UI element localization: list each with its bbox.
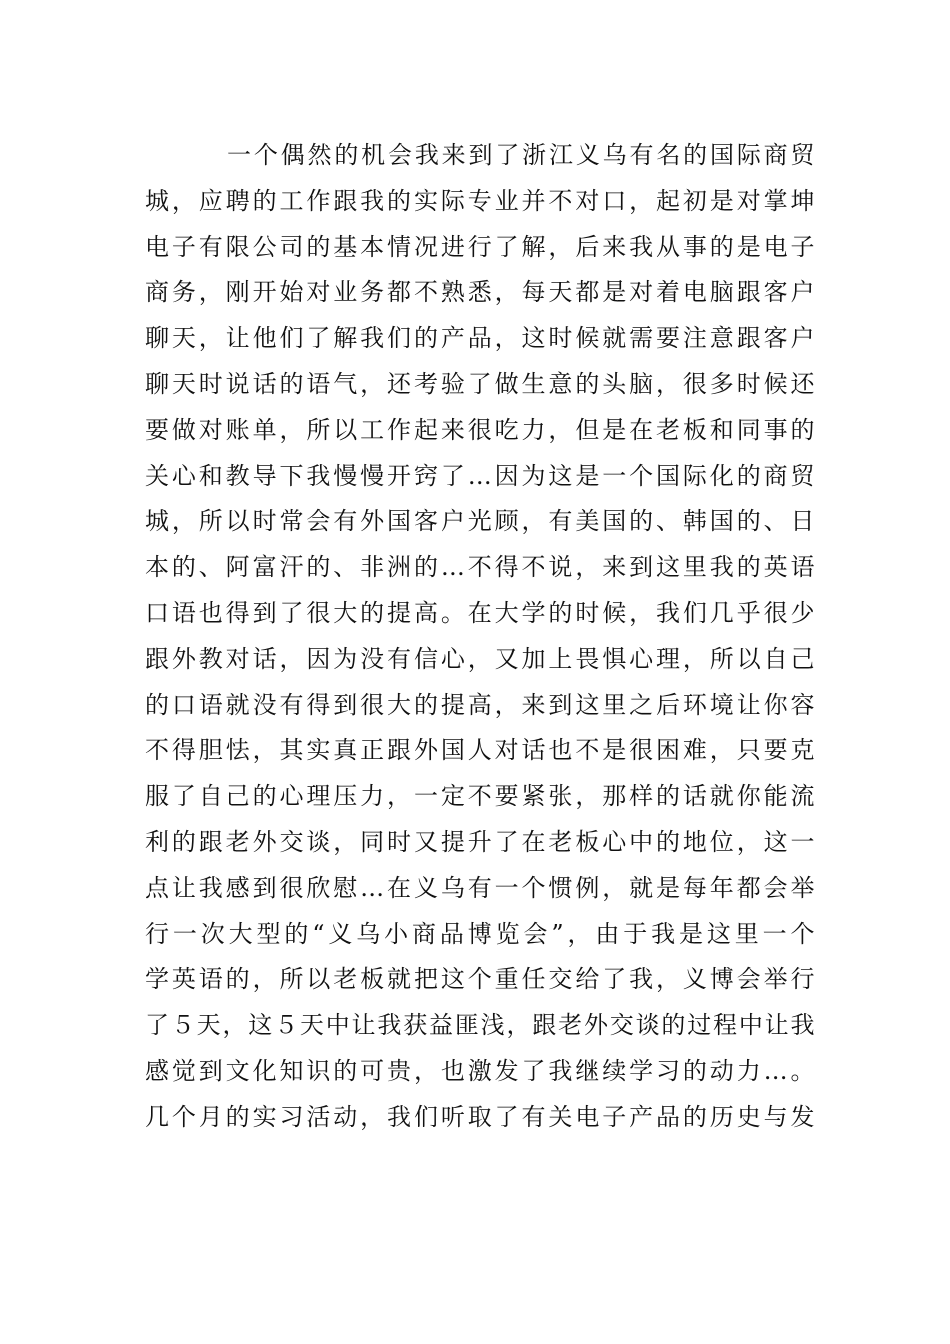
text-line: 几个月的实习活动，我们听取了有关电子产品的历史与发 bbox=[145, 1102, 815, 1131]
text-line: 学英语的，所以老板就把这个重任交给了我，义博会举行 bbox=[145, 965, 815, 994]
text-line: 聊天时说话的语气，还考验了做生意的头脑，很多时候还 bbox=[145, 369, 815, 398]
text-line: 聊天，让他们了解我们的产品，这时候就需要注意跟客户 bbox=[145, 324, 815, 353]
text-line: 利的跟老外交谈，同时又提升了在老板心中的地位，这一 bbox=[145, 827, 815, 856]
text-line: 服了自己的心理压力，一定不要紧张，那样的话就你能流 bbox=[145, 782, 815, 811]
text-line: 了５天，这５天中让我获益匪浅，跟老外交谈的过程中让我 bbox=[145, 1011, 815, 1040]
text-line: 行一次大型的“义乌小商品博览会”，由于我是这里一个 bbox=[145, 919, 815, 948]
text-line: 城，所以时常会有外国客户光顾，有美国的、韩国的、日 bbox=[145, 507, 815, 536]
text-line: 点让我感到很欣慰…在义乌有一个惯例，就是每年都会举 bbox=[145, 873, 815, 902]
text-line: 要做对账单，所以工作起来很吃力，但是在老板和同事的 bbox=[145, 415, 815, 444]
text-line: 一个偶然的机会我来到了浙江义乌有名的国际商贸 bbox=[227, 141, 815, 169]
text-line: 商务，刚开始对业务都不熟悉，每天都是对着电脑跟客户 bbox=[145, 278, 815, 307]
text-line: 不得胆怯，其实真正跟外国人对话也不是很困难，只要克 bbox=[145, 736, 815, 765]
text-line: 的口语就没有得到很大的提高，来到这里之后环境让你容 bbox=[145, 690, 815, 719]
text-line: 电子有限公司的基本情况进行了解，后来我从事的是电子 bbox=[145, 232, 815, 261]
text-line: 口语也得到了很大的提高。在大学的时候，我们几乎很少 bbox=[145, 598, 815, 627]
text-line: 跟外教对话，因为没有信心，又加上畏惧心理，所以自己 bbox=[145, 644, 815, 673]
body-paragraph bbox=[145, 133, 815, 1141]
text-line: 关心和教导下我慢慢开窍了…因为这是一个国际化的商贸 bbox=[145, 461, 815, 490]
text-line: 感觉到文化知识的可贵，也激发了我继续学习的动力…。 bbox=[145, 1056, 815, 1085]
text-line: 本的、阿富汗的、非洲的…不得不说，来到这里我的英语 bbox=[145, 553, 815, 582]
text-line: 城，应聘的工作跟我的实际专业并不对口，起初是对掌坤 bbox=[145, 186, 815, 215]
